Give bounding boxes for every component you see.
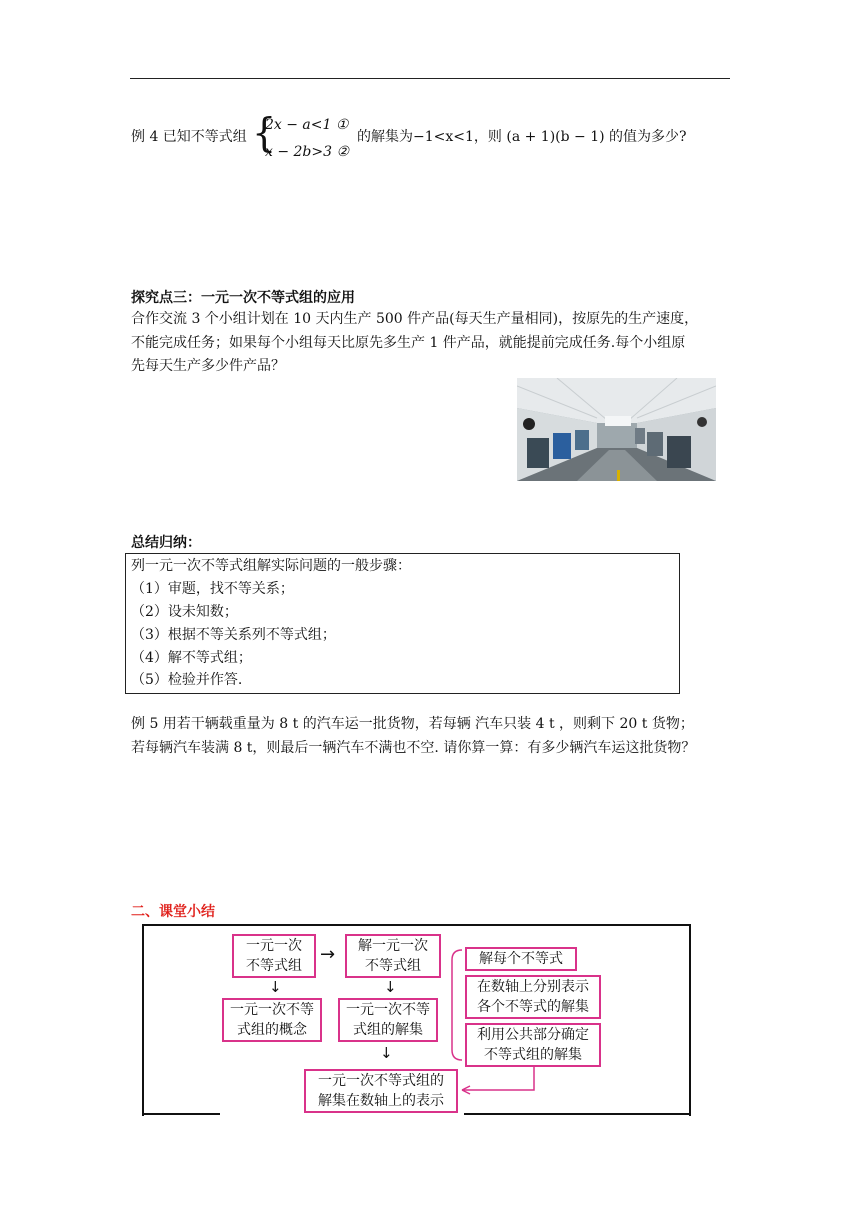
- step-5: （5）检验并作答.: [131, 672, 243, 688]
- inequality-2: x − 2b>3 ②: [265, 144, 350, 160]
- arrow-down-icon-2: ↓: [384, 978, 397, 996]
- arrow-down-icon-3: ↓: [380, 1044, 393, 1062]
- inequality-1: 2x − a<1 ①: [265, 117, 349, 133]
- box-axis-representation: 一元一次不等式组的 解集在数轴上的表示: [304, 1069, 458, 1113]
- box-axis-each: 在数轴上分别表示 各个不等式的解集: [465, 975, 601, 1019]
- arrow-right-icon: →: [320, 944, 336, 965]
- header-rule: [130, 78, 730, 79]
- box-common-part: 利用公共部分确定 不等式组的解集: [465, 1023, 601, 1067]
- lesson-summary-title: 二、课堂小结: [131, 904, 215, 920]
- example4-suffix: 的解集为−1<x<1，则 (a + 1)(b − 1) 的值为多少?: [357, 129, 687, 145]
- step-4: （4）解不等式组；: [131, 650, 252, 666]
- factory-photo: [517, 378, 716, 481]
- arrow-down-icon-1: ↓: [269, 978, 282, 996]
- section3-line-3: 先每天生产多少件产品？: [131, 358, 285, 374]
- example5-line-1: 例 5 用若干辆载重量为 8 t 的汽车运一批货物，若每辆 汽车只装 4 t ，则剩下 20 t 货物；: [131, 716, 694, 732]
- box-concept: 一元一次不等 式组的概念: [222, 998, 322, 1042]
- box-solve-system: 解一元一次 不等式组: [345, 934, 441, 978]
- step-2: （2）设未知数；: [131, 604, 238, 620]
- step-1: （1）审题，找不等关系；: [131, 581, 294, 597]
- box-solve-each: 解每个不等式: [465, 947, 577, 971]
- section3-title: 探究点三：一元一次不等式组的应用: [131, 290, 355, 306]
- system-brace: {: [252, 109, 277, 157]
- box-inequality-system: 一元一次 不等式组: [232, 934, 316, 978]
- frame-bottom-left: [142, 1113, 220, 1115]
- example4-prefix: 例 4 已知不等式组: [131, 129, 247, 145]
- section3-line-1: 合作交流 3 个小组计划在 10 天内生产 500 件产品(每天生产量相同)，按原先的生产速度，: [131, 311, 699, 327]
- step-3: （3）根据不等关系列不等式组；: [131, 627, 336, 643]
- section3-line-2: 不能完成任务；如果每个小组每天比原先多生产 1 件产品，就能提前完成任务.每个小组原: [131, 335, 686, 351]
- summary-title: 总结归纳：: [131, 535, 201, 551]
- frame-bottom-right: [464, 1113, 689, 1115]
- connector-lines: [440, 940, 600, 1100]
- example5-line-2: 若每辆汽车装满 8 t，则最后一辆汽车不满也不空. 请你算一算：有多少辆汽车运这批货物？: [131, 740, 696, 756]
- box-solution-set: 一元一次不等 式组的解集: [338, 998, 438, 1042]
- steps-intro: 列一元一次不等式组解实际问题的一般步骤：: [131, 558, 411, 574]
